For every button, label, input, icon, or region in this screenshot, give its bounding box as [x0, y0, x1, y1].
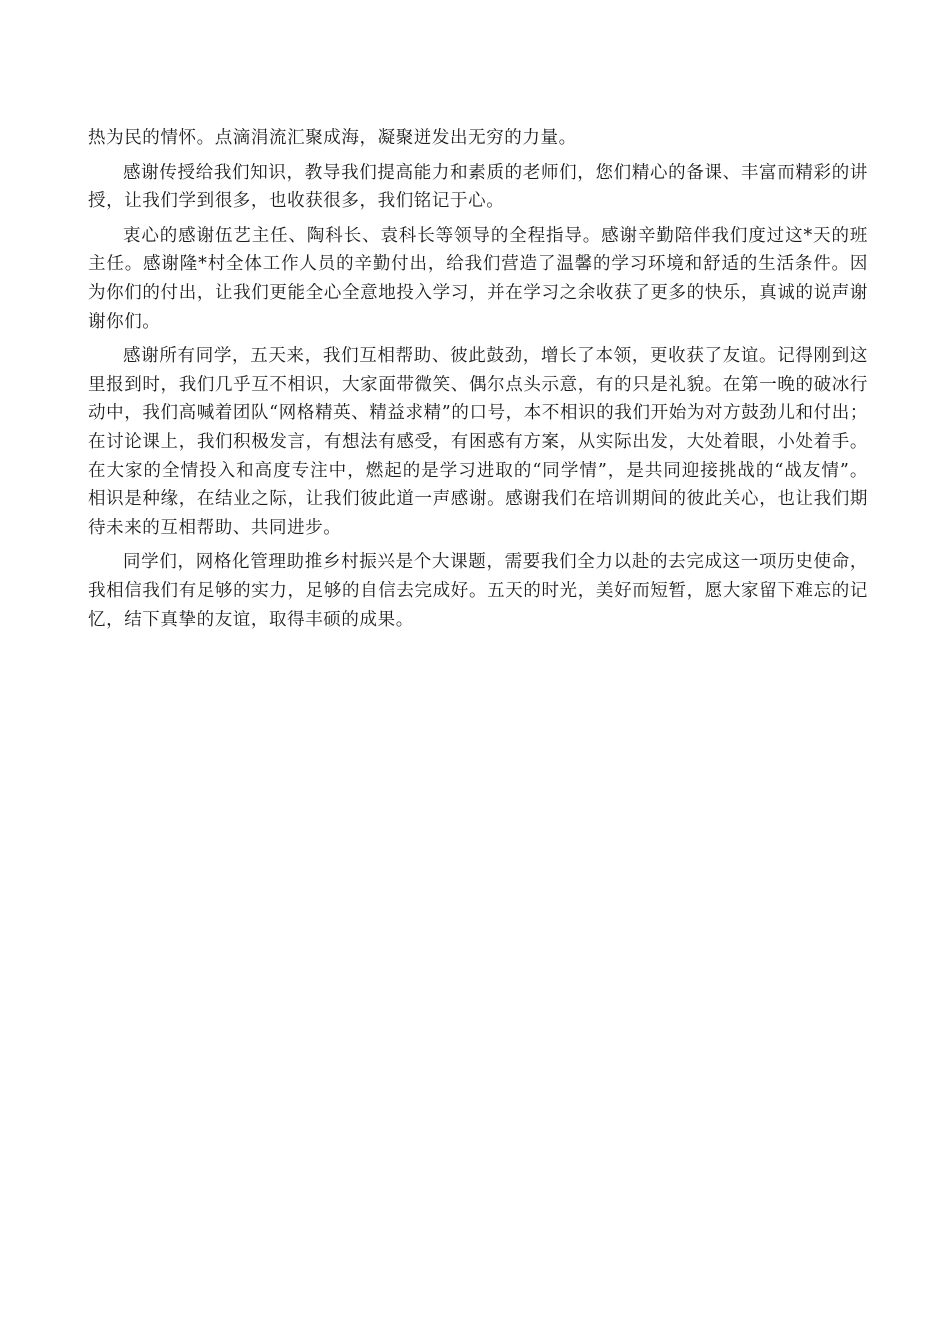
- paragraph-thanks-classmates: 感谢所有同学，五天来，我们互相帮助、彼此鼓劲，增长了本领，更收获了友谊。记得刚到这里报到时，我们几乎互不相识，大家面带微笑、偶尔点头示意，有的只是礼貌。在第一晚的破冰行动中，我们高喊着团队“网格精英、精益求精”的口号，本不相识的我们开始为对方鼓劲儿和付出；在讨论课上，我们积极发言，有想法有感受，有困惑有方案，从实际出发，大处着眼，小处着手。在大家的全情投入和高度专注中，燃起的是学习进取的“同学情”，是共同迎接挑战的“战友情”。相识是种缘，在结业之际，让我们彼此道一声感谢。感谢我们在培训期间的彼此关心，也让我们期待未来的互相帮助、共同进步。: [88, 346, 868, 538]
- paragraph-continuation: 热为民的情怀。点滴涓流汇聚成海，凝聚迸发出无穷的力量。: [88, 128, 577, 148]
- document-body: [88, 124, 868, 640]
- paragraph-thanks-leaders: 衷心的感谢伍艺主任、陶科长、袁科长等领导的全程指导。感谢辛勤陪伴我们度过这*天的班主任。感谢隆*村全体工作人员的辛勤付出，给我们营造了温馨的学习环境和舒适的生活条件。因为你们的付出，让我们更能全心全意地投入学习，并在学习之余收获了更多的快乐，真诚的说声谢谢你们。: [88, 225, 868, 332]
- paragraph-closing: 同学们，网格化管理助推乡村振兴是个大课题，需要我们全力以赴的去完成这一项历史使命，我相信我们有足够的实力，足够的自信去完成好。五天的时光，美好而短暂，愿大家留下难忘的记忆，结下真挚的友谊，取得丰硕的成果。: [88, 552, 868, 630]
- paragraph-thanks-teachers: 感谢传授给我们知识，教导我们提高能力和素质的老师们，您们精心的备课、丰富而精彩的讲授，让我们学到很多，也收获很多，我们铭记于心。: [88, 162, 868, 212]
